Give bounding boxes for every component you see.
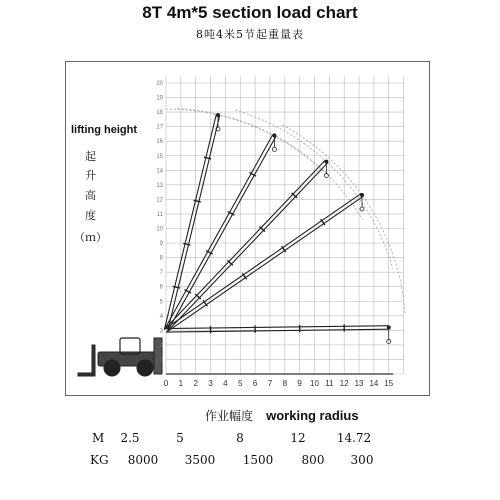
vehicle-wheel xyxy=(104,360,120,376)
vehicle-wheel xyxy=(137,360,153,376)
y-tick-label: 10 xyxy=(156,226,163,233)
boom-edge xyxy=(166,326,389,329)
chart-subtitle: 8吨4米5节起重量表 xyxy=(196,28,304,41)
weight-cell: 3500 xyxy=(184,453,216,467)
x-tick-label: 8 xyxy=(282,379,288,388)
y-tick-label: 5 xyxy=(159,299,163,306)
y-tick-label: 17 xyxy=(156,124,163,131)
y-tick-label: 14 xyxy=(156,168,163,175)
x-tick-label: 3 xyxy=(208,379,213,388)
x-tick-label: 1 xyxy=(178,379,184,388)
radius-cell: 2.5 xyxy=(120,431,140,445)
radius-cell: 8 xyxy=(236,431,244,445)
reach-arcs xyxy=(166,109,405,316)
y-tick-label: 9 xyxy=(159,241,163,248)
x-tick-label: 13 xyxy=(354,379,364,388)
boom-tip xyxy=(360,193,364,197)
working-radius-en: working radius xyxy=(266,408,359,423)
boom-tip xyxy=(216,113,220,117)
crane-vehicle xyxy=(78,338,162,376)
lifting-height-cn-char-1: 起 xyxy=(85,150,96,163)
working-radius-cn: 作业幅度 xyxy=(205,409,254,423)
x-tick-label: 14 xyxy=(369,379,379,388)
x-tick-label: 7 xyxy=(267,379,273,388)
lifting-height-cn-char-2: 升 xyxy=(85,169,96,182)
boom xyxy=(166,324,391,343)
y-tick-label: 3 xyxy=(159,328,163,335)
x-tick-label: 10 xyxy=(310,379,319,388)
boom xyxy=(165,160,329,332)
x-tick-label: 6 xyxy=(252,379,258,388)
x-tick-label: 12 xyxy=(339,379,349,388)
radius-cell: 5 xyxy=(176,431,184,445)
chart-title: 8T 4m*5 section load chart xyxy=(142,3,358,22)
boom-edge xyxy=(167,196,363,331)
x-tick-label: 15 xyxy=(384,379,394,388)
working-radius-label xyxy=(205,405,359,424)
y-tick-label: 12 xyxy=(156,197,163,204)
lifting-height-cn-char-4: 度 xyxy=(85,209,96,222)
reach-arc xyxy=(235,110,392,269)
y-tick-label: 20 xyxy=(156,81,163,87)
weight-cell: 300 xyxy=(350,453,374,467)
weight-cell: 800 xyxy=(301,453,325,467)
lifting-height-cn-char-3: 高 xyxy=(85,189,96,202)
boom-tip xyxy=(272,133,276,137)
y-tick-label: 8 xyxy=(159,255,163,262)
boom-edge xyxy=(164,115,216,330)
hook xyxy=(360,207,364,211)
boom xyxy=(164,113,220,331)
y-tick-label: 7 xyxy=(159,270,163,277)
y-axis-ticks xyxy=(156,81,163,363)
y-tick-label: 13 xyxy=(156,182,163,189)
vehicle-fork xyxy=(78,373,95,376)
y-tick-label: 11 xyxy=(156,211,163,218)
boom-tip xyxy=(324,160,328,164)
boom-tip xyxy=(387,325,391,329)
y-tick-label: 6 xyxy=(159,284,163,291)
y-tick-label: 19 xyxy=(156,95,163,102)
hook xyxy=(272,147,276,151)
x-tick-label: 2 xyxy=(193,379,198,388)
y-tick-label: 18 xyxy=(156,110,163,117)
y-tick-label: 15 xyxy=(156,153,163,160)
weight-cell: 1500 xyxy=(242,453,274,467)
y-tick-label: 16 xyxy=(156,139,163,146)
lifting-height-label: lifting height xyxy=(71,124,137,136)
x-tick-label: 4 xyxy=(223,379,228,388)
hook xyxy=(324,174,328,178)
x-axis-ticks xyxy=(164,379,394,388)
vehicle-mast xyxy=(92,345,95,373)
x-tick-label: 5 xyxy=(238,379,243,388)
radius-row-label: M xyxy=(92,431,105,445)
y-tick-label: 2 xyxy=(159,342,163,349)
radius-cell: 12 xyxy=(290,431,306,445)
lifting-height-unit: （ｍ） xyxy=(74,231,107,244)
x-tick-label: 9 xyxy=(297,379,302,388)
radius-cell: 14.72 xyxy=(336,431,372,445)
x-tick-label: 0 xyxy=(163,379,169,388)
y-tick-label: 1 xyxy=(159,357,163,364)
weight-row-label: KG xyxy=(90,453,109,467)
y-tick-label: 4 xyxy=(159,313,163,320)
weight-cell: 8000 xyxy=(127,453,159,467)
x-tick-label: 11 xyxy=(325,379,334,388)
